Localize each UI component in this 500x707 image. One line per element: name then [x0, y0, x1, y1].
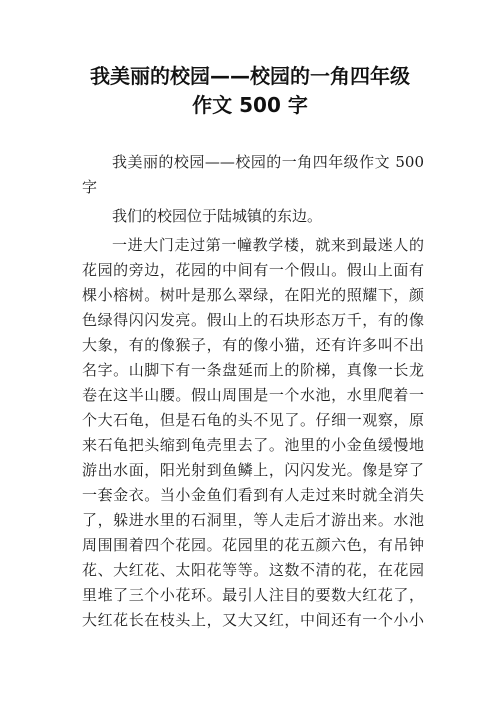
text-line: 花、大红花、太阳花等等。这数不清的花，在花园	[82, 561, 424, 579]
title-line: 作文 500 字	[192, 93, 308, 117]
text-line: 字	[82, 178, 98, 196]
text-line: 周围围着四个花园。花园里的花五颜六色，有吊钟	[82, 536, 424, 554]
title-line: 我美丽的校园——校园的一角四年级	[90, 64, 410, 88]
text-line: 了，躲进水里的石洞里，等人走后才游出来。水池	[82, 511, 424, 529]
text-line: 色绿得闪闪发亮。假山上的石块形态万千，有的像	[82, 311, 424, 329]
text-line: 花园的旁边，花园的中间有一个假山。假山上面有	[82, 261, 424, 279]
text-line: 大象，有的像猴子，有的像小猫，还有许多叫不出	[82, 336, 424, 354]
document-title	[60, 62, 440, 120]
text-line: 我美丽的校园——校园的一角四年级作文 500	[112, 153, 424, 171]
text-line: 我们的校园位于陆城镇的东边。	[112, 207, 323, 225]
text-line: 名字。山脚下有一条盘延而上的阶梯，真像一长龙	[82, 361, 424, 379]
text-line: 来石龟把头缩到龟壳里去了。池里的小金鱼缓慢地	[82, 436, 424, 454]
text-line: 一套金衣。当小金鱼们看到有人走过来时就全消失	[82, 486, 424, 504]
paragraph-heading-repeat	[82, 150, 424, 200]
text-line: 大红花长在枝头上，又大又红，中间还有一个小小	[82, 611, 424, 629]
text-line: 里堆了三个小花环。最引人注目的要数大红花了，	[82, 586, 424, 604]
text-line: 卷在这半山腰。假山周围是一个水池，水里爬着一	[82, 386, 424, 404]
document-body	[82, 150, 424, 637]
text-line: 棵小榕树。树叶是那么翠绿，在阳光的照耀下，颜	[82, 286, 424, 304]
text-line: 游出水面，阳光射到鱼鳞上，闪闪发光。像是穿了	[82, 461, 424, 479]
paragraph-garden	[82, 233, 424, 633]
text-line: 一进大门走过第一幢教学楼，就来到最迷人的	[112, 236, 424, 254]
text-line: 个大石龟，但是石龟的头不见了。仔细一观察，原	[82, 411, 424, 429]
paragraph-intro	[82, 204, 424, 229]
